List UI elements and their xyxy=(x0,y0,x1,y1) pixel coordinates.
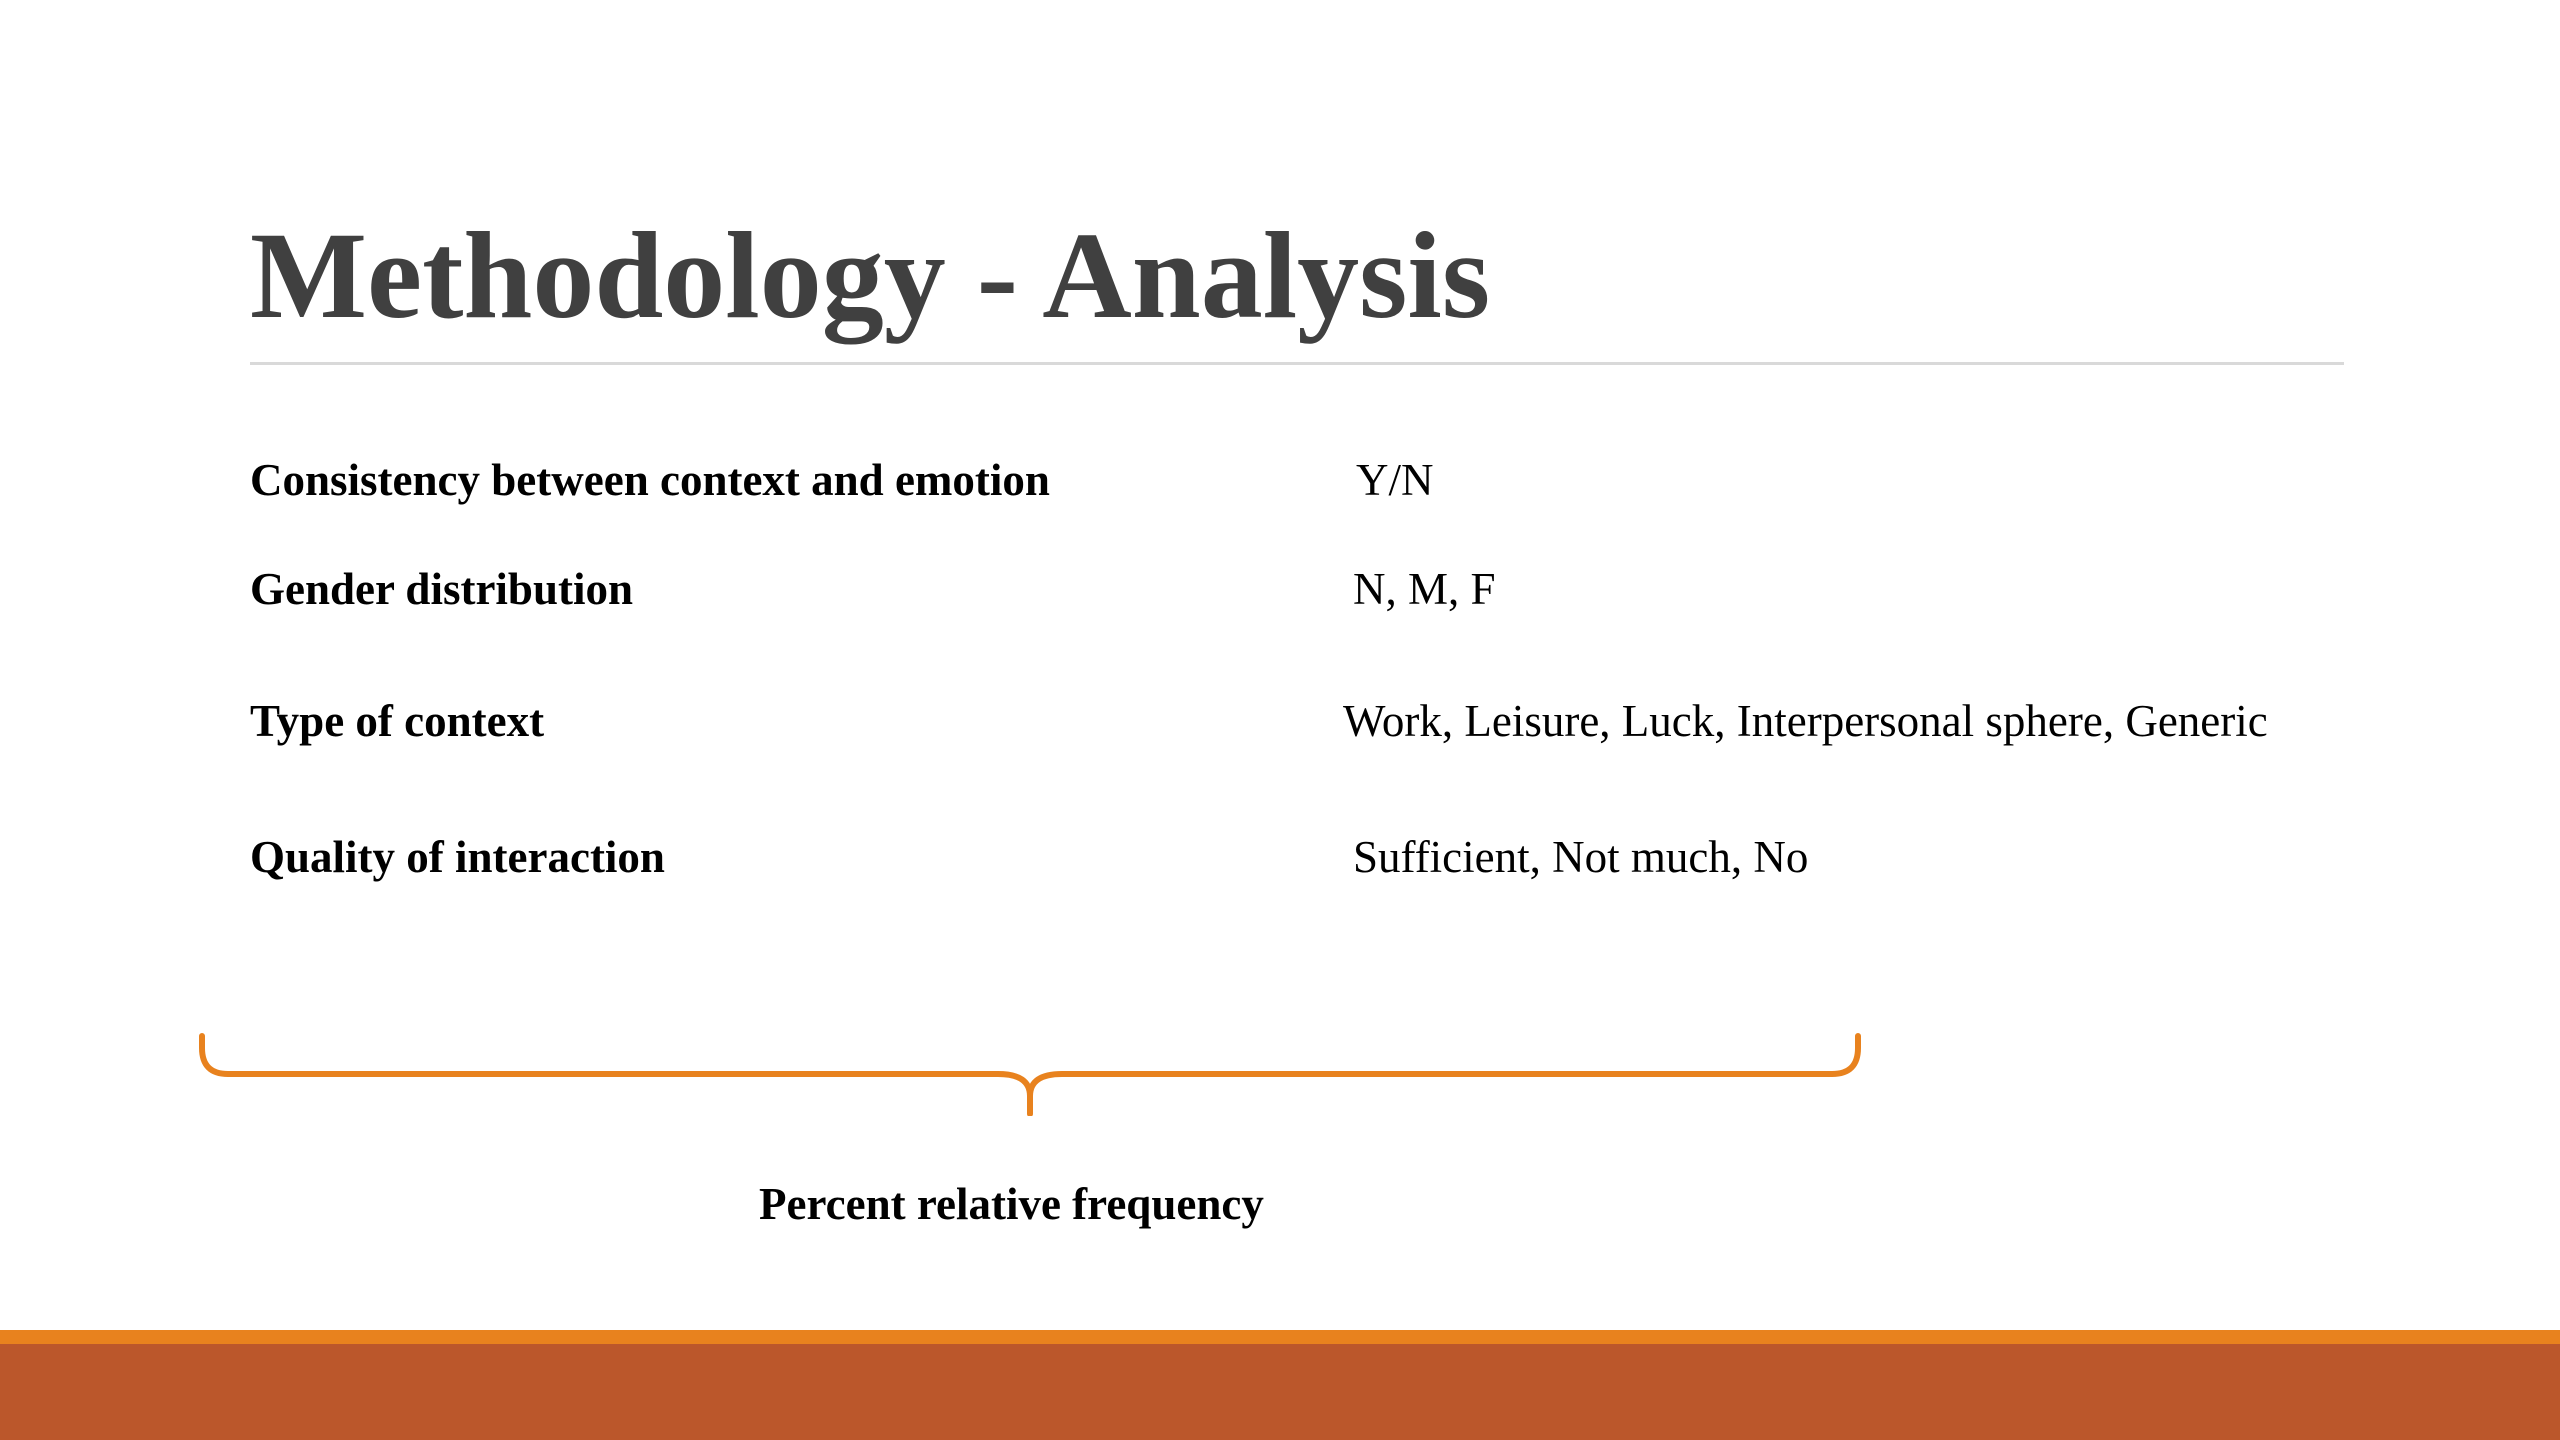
row-value-context-type: Work, Leisure, Luck, Interpersonal sphere, Generic xyxy=(1343,696,2268,746)
row-label-gender: Gender distribution xyxy=(250,564,633,614)
row-value-consistency: Y/N xyxy=(1356,455,1434,505)
row-value-interaction-quality: Sufficient, Not much, No xyxy=(1353,832,1809,882)
row-label-interaction-quality: Quality of interaction xyxy=(250,832,665,882)
curly-brace-icon xyxy=(190,1026,1870,1116)
brace-caption: Percent relative frequency xyxy=(759,1179,1264,1229)
title-divider xyxy=(250,362,2344,365)
slide-title: Methodology - Analysis xyxy=(250,207,1491,344)
footer-accent-stripe xyxy=(0,1330,2560,1344)
row-label-consistency: Consistency between context and emotion xyxy=(250,455,1050,505)
footer-band xyxy=(0,1344,2560,1440)
row-label-context-type: Type of context xyxy=(250,696,545,746)
row-value-gender: N, M, F xyxy=(1353,564,1496,614)
